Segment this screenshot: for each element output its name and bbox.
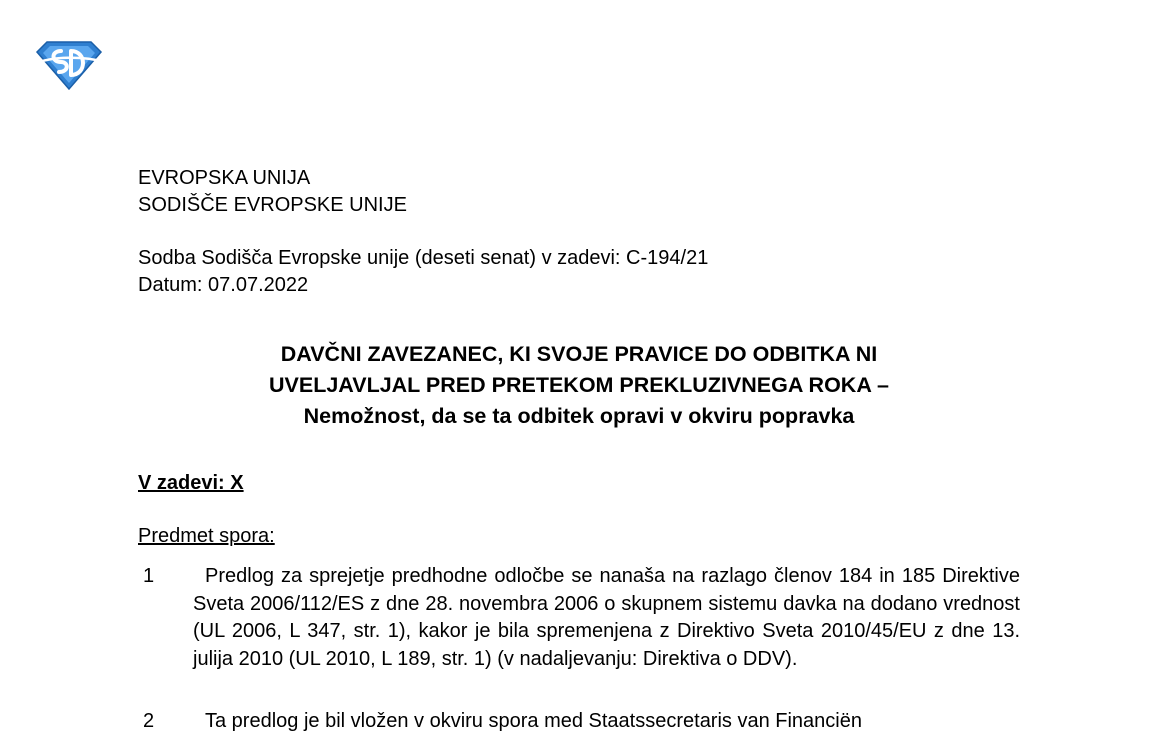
title-line-1: DAVČNI ZAVEZANEC, KI SVOJE PRAVICE DO ODBITKA NI [280, 342, 878, 366]
header-line-union: EVROPSKA UNIJA [138, 167, 311, 189]
court-header [138, 165, 407, 219]
paragraph-number: 2 [143, 710, 155, 732]
publisher-logo-icon [33, 38, 105, 92]
paragraph-number: 1 [143, 565, 155, 587]
paragraph-text: Ta predlog je bil vložen v okviru spora med Staatssecretaris van Financiën [205, 710, 862, 732]
case-date: Datum: 07.07.2022 [138, 274, 309, 296]
title-line-2: UVELJAVLJAL PRED PRETEKOM PREKLUZIVNEGA ROKA – [269, 373, 889, 397]
paragraph-1 [138, 563, 1020, 673]
subject-heading: Predmet spora: [138, 525, 275, 547]
case-info [138, 245, 708, 299]
paragraph-2 [138, 708, 1020, 736]
case-reference: Sodba Sodišča Evropske unije (deseti senat) v zadevi: C-194/21 [138, 247, 709, 269]
title-line-3: Nemožnost, da se ta odbitek opravi v okviru popravka [303, 404, 855, 428]
document-title [138, 339, 1020, 432]
paragraph-text: Predlog za sprejetje predhodne odločbe se nanaša na razlago členov 184 in 185 Direktive Sveta 2006/112/ES z dne 28. novembra 2006 o skupnem sistemu davka na dodano vrednost (UL 2006, L 347, str. 1), kakor je bila spremenjena z Direktivo Sveta 2010/45/EU z dne 13. julija 2010 (UL 2010, L 189, str. 1) (v nadaljevanju: Direktiva o DDV). [193, 565, 1020, 670]
header-line-court: SODIŠČE EVROPSKE UNIJE [138, 194, 407, 216]
case-party-heading: V zadevi: X [138, 472, 244, 494]
